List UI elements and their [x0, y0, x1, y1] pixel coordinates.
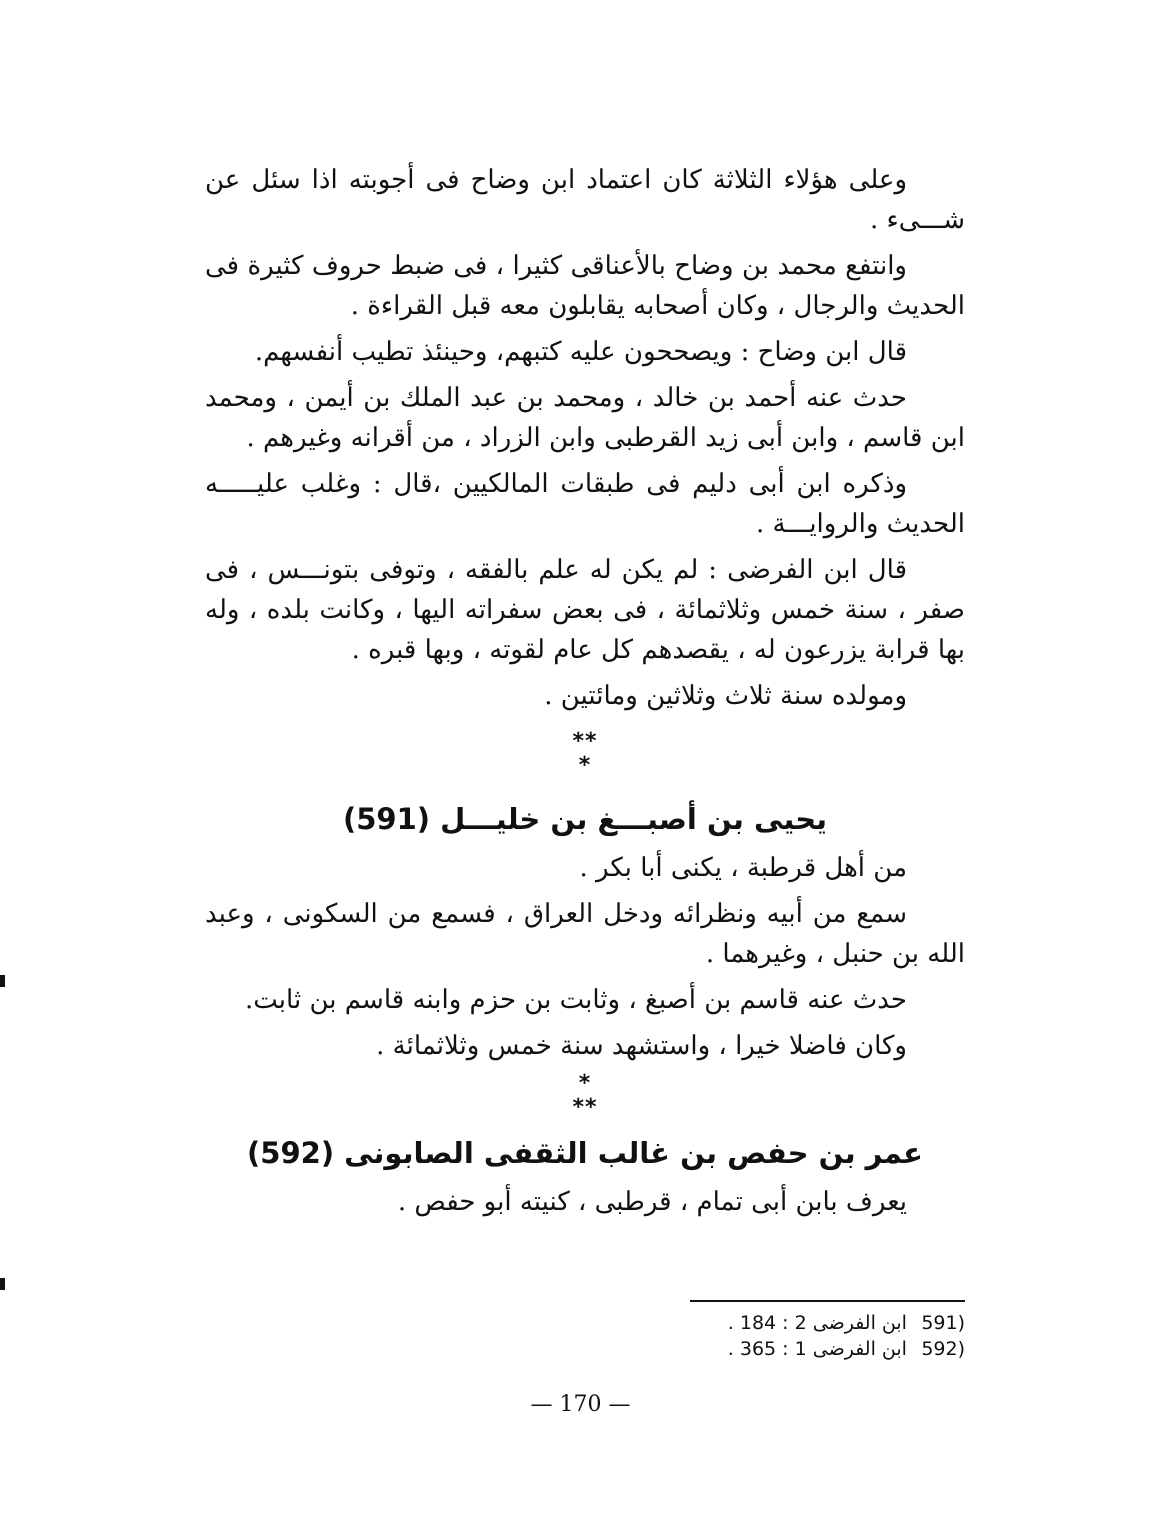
- footnote-text: ابن الفرضى 1 : 365 .: [727, 1338, 907, 1360]
- page-body: [205, 160, 965, 1228]
- paragraph: حدث عنه أحمد بن خالد ، ومحمد بن عبد الملك بن أيمن ، ومحمد ابن قاسم ، وابن أبى زيد القرطبى وابن الزراد ، من أقرانه وغيرهم .: [205, 383, 965, 453]
- scan-edge-mark: [0, 1278, 5, 1290]
- paragraph: قال ابن الفرضى : لم يكن له علم بالفقه ، وتوفى بتونـــس ، فى صفر ، سنة خمس وثلاثمائة ، فى بعض سفراته اليها ، وكانت بلده ، وله بها قرابة يزرعون له ، يقصدهم كل عام لقوته ، وبها قبره .: [205, 555, 965, 665]
- footnote-text: ابن الفرضى 2 : 184 .: [727, 1312, 907, 1334]
- paragraph: وانتفع محمد بن وضاح بالأعناقى كثيرا ، فى ضبط حروف كثيرة فى الحديث والرجال ، وكان أصحابه يقابلون معه قبل القراءة .: [205, 251, 965, 321]
- paragraph: وكان فاضلا خيرا ، واستشهد سنة خمس وثلاثمائة .: [376, 1031, 907, 1061]
- section-divider: ** *: [572, 729, 598, 778]
- paragraph: قال ابن وضاح : ويصححون عليه كتبهم، وحينئذ تطيب أنفسهم.: [254, 337, 907, 367]
- footnote: [640, 1310, 965, 1336]
- section-divider: * **: [572, 1071, 598, 1120]
- footnote: [640, 1336, 965, 1362]
- footnotes: [640, 1310, 965, 1362]
- paragraph: وعلى هؤلاء الثلاثة كان اعتماد ابن وضاح فى أجوبته اذا سئل عن شـــىء .: [205, 165, 965, 235]
- footnote-rule: [690, 1300, 965, 1302]
- entry-heading-592: عمر بن حفص بن غالب الثقفى الصابونى (592): [247, 1136, 923, 1170]
- page-number: — 170 —: [530, 1392, 631, 1417]
- scan-edge-mark: [0, 975, 5, 987]
- paragraph: سمع من أبيه ونظرائه ودخل العراق ، فسمع من السكونى ، وعبد الله بن حنبل ، وغيرهما .: [205, 899, 965, 969]
- footnote-number: (591: [921, 1312, 965, 1334]
- paragraph: يعرف بابن أبى تمام ، قرطبى ، كنيته أبو حفص .: [397, 1187, 907, 1217]
- entry-heading-591: يحيى بن أصبـــغ بن خليـــل (591): [342, 802, 828, 836]
- paragraph: من أهل قرطبة ، يكنى أبا بكر .: [579, 853, 907, 883]
- paragraph: ومولده سنة ثلاث وثلاثين ومائتين .: [544, 681, 907, 711]
- footnote-number: (592: [921, 1338, 965, 1360]
- paragraph: وذكره ابن أبى دليم فى طبقات المالكيين ،قال : وغلب عليـــــه الحديث والروايـــة .: [205, 469, 965, 539]
- paragraph: حدث عنه قاسم بن أصبغ ، وثابت بن حزم وابنه قاسم بن ثابت.: [245, 985, 907, 1015]
